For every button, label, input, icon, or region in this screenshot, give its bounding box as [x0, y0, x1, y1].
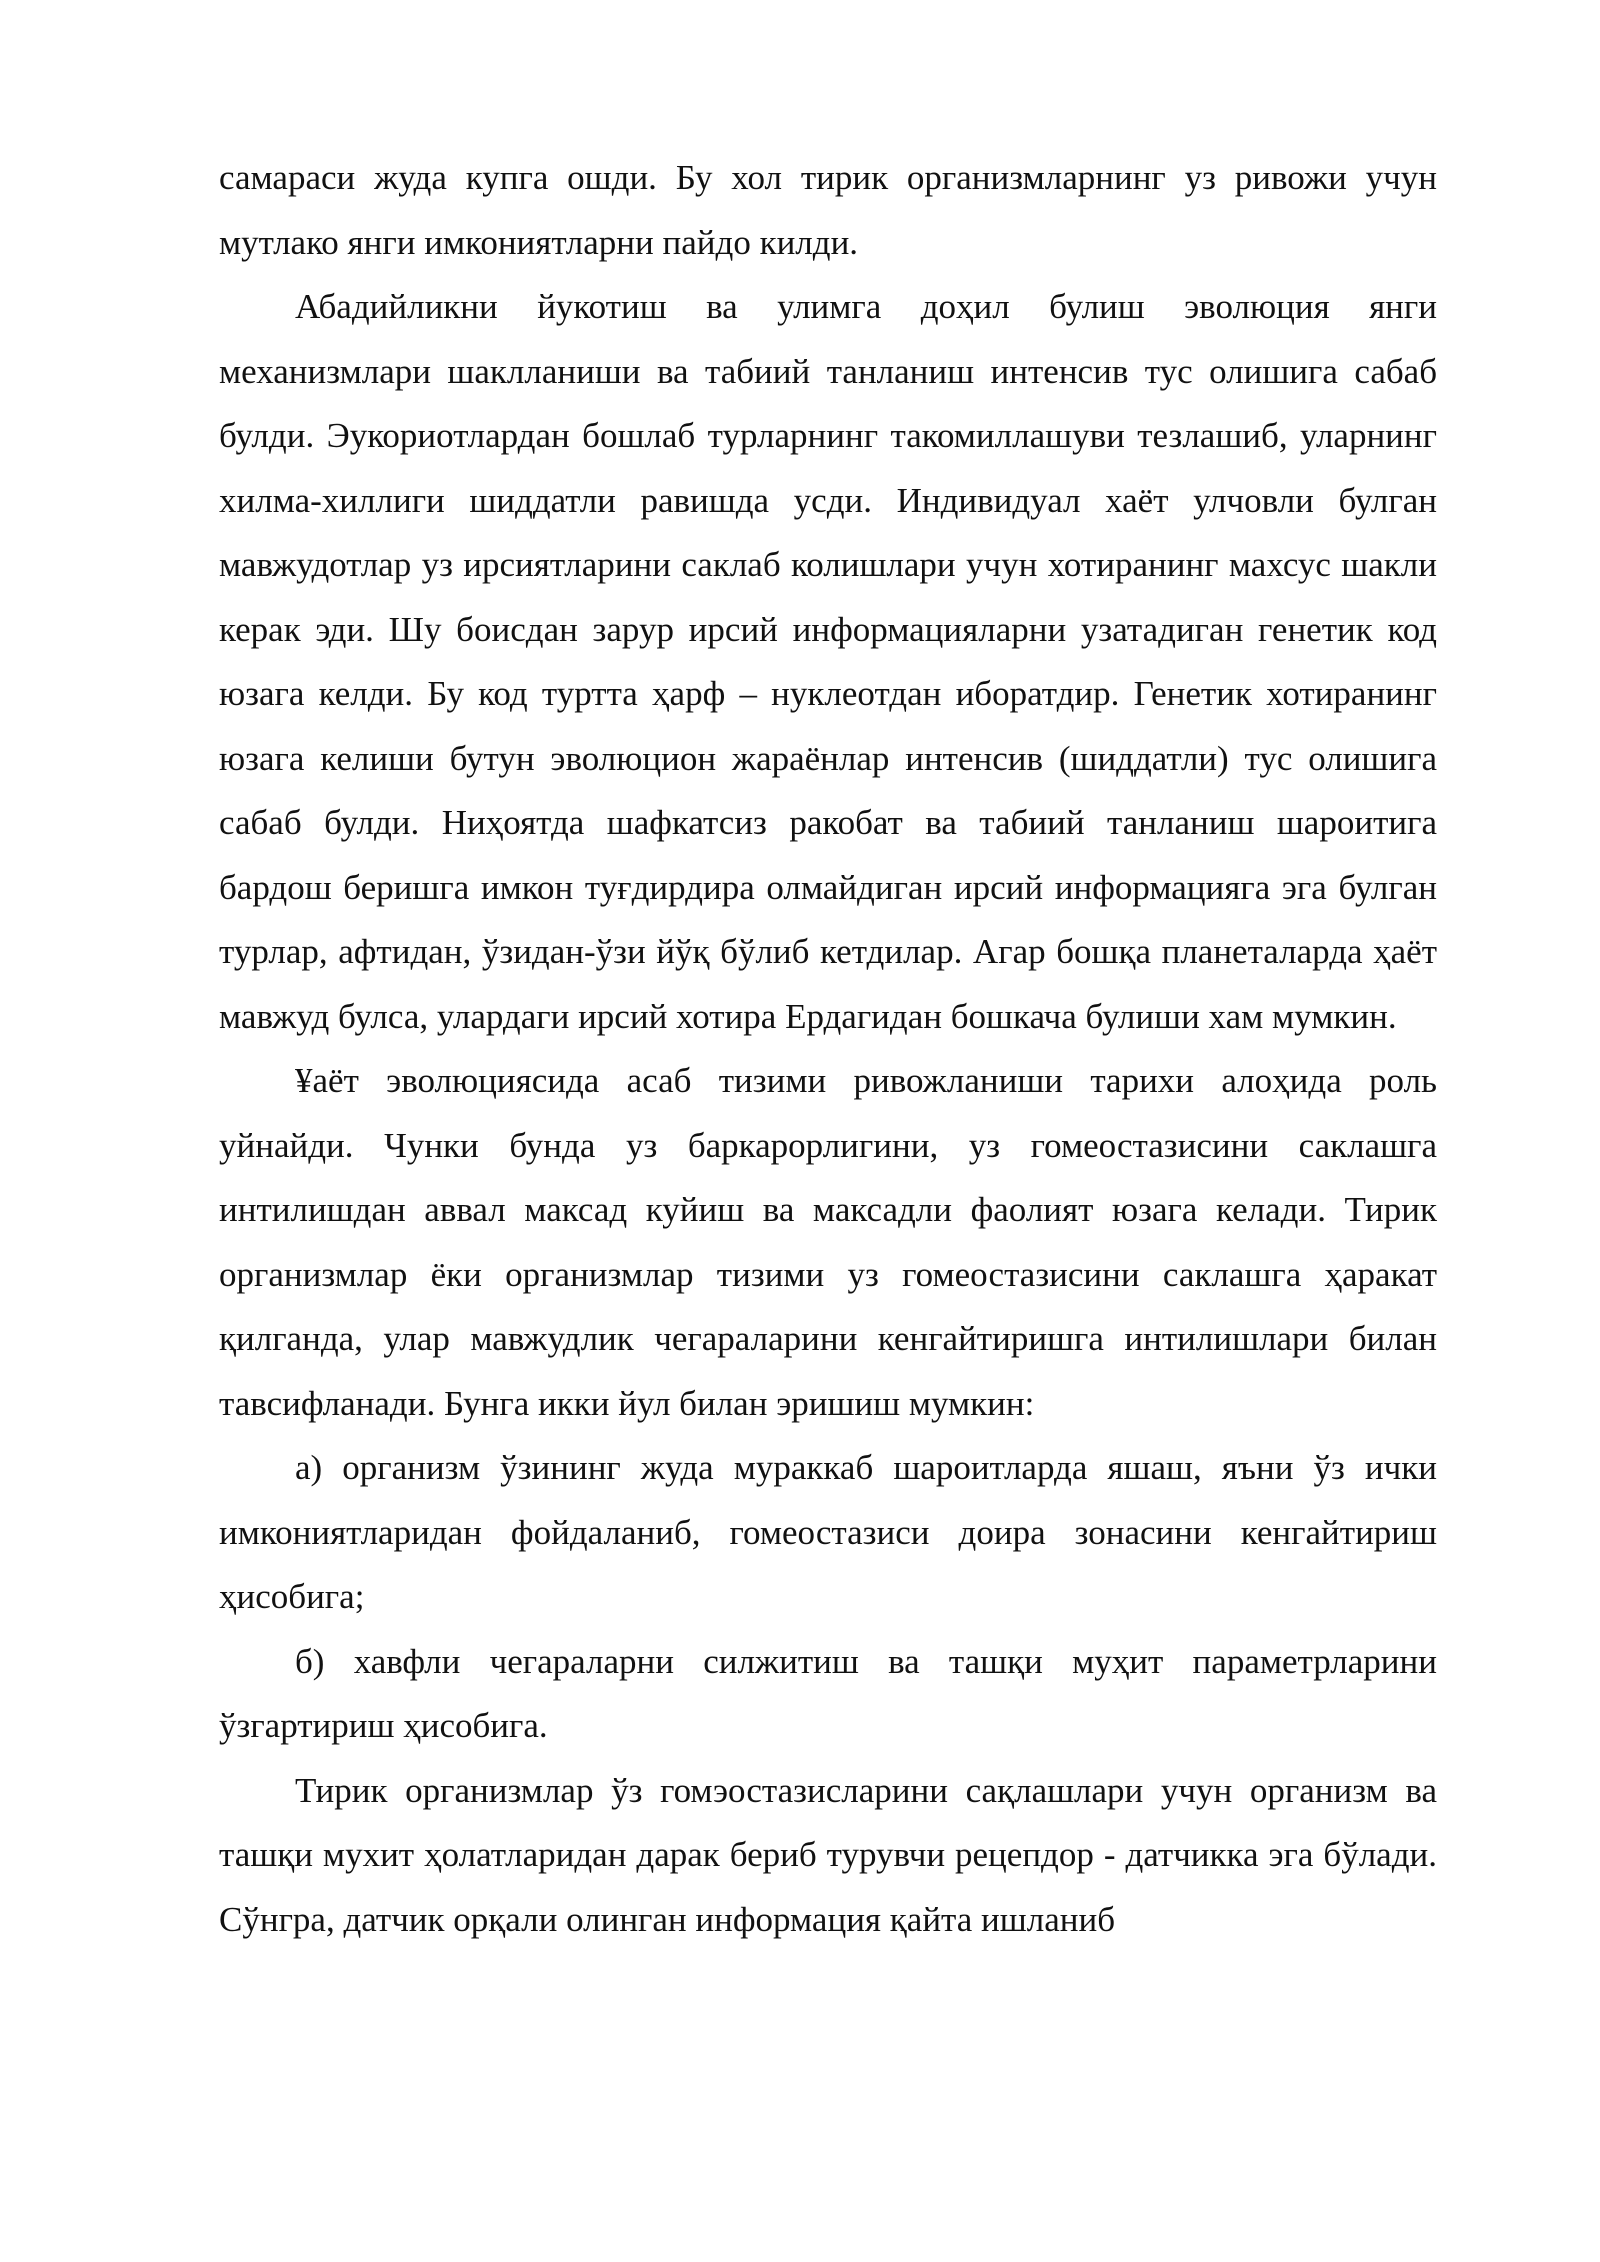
paragraph-1: самараси жуда купга ошди. Бу хол тирик организмларнинг уз ривожи учун мутлако янги имкониятларни пайдо килди. — [219, 158, 1437, 262]
paragraph-2: Абадийликни йукотиш ва улимга доҳил булиш эволюция янги механизмлари шаклланиши ва табиий танланиш интенсив тус олишига сабаб булди. Эукориотлардан бошлаб турларнинг такомиллашуви тезлашиб, уларнинг хилма-хиллиги шиддатли равишда усди. Индивидуал хаёт улчовли булган мавжудотлар уз ирсиятларини саклаб колишлари учун хотиранинг махсус шакли керак эди. Шу боисдан зарур ирсий информацияларни узатадиган генетик код юзага келди. Бу код туртта ҳарф – нуклеотдан иборатдир. Генетик хотиранинг юзага келиши бутун эволюцион жараёнлар интенсив (шиддатли) тус олишига сабаб булди. Ниҳоятда шафкатсиз ракобат ва табиий танланиш шароитига бардош беришга имкон туғдирдира олмайдиган ирсий информацияга эга булган турлар, афтидан, ўзидан-ўзи йўқ бўлиб кетдилар. Агар бошқа планеталарда ҳаёт мавжуд булса, улардаги ирсий хотира Ердагидан бошкача булиши хам мумкин. — [219, 287, 1437, 1036]
list-item-b: б) хавфли чегараларни силжитиш ва ташқи муҳит параметрларини ўзгартириш ҳисобига. — [219, 1641, 1437, 1745]
document-page — [219, 146, 1437, 1952]
paragraph-6: Тирик организмлар ўз гомэостазисларини сақлашлари учун организм ва ташқи мухит ҳолатларидан дарак бериб турувчи рецепдор - датчикка эга бўлади. Сўнгра, датчик орқали олинган информация қайта ишланиб — [219, 1770, 1437, 1939]
list-item-a: а) организм ўзининг жуда мураккаб шароитларда яшаш, яъни ўз ички имкониятларидан фойдаланиб, гомеостазиси доира зонасини кенгайтириш ҳисобига; — [219, 1448, 1437, 1616]
paragraph-3: ¥аёт эволюциясида асаб тизими ривожланиши тарихи алоҳида роль уйнайди. Чунки бунда уз баркарорлигини, уз гомеостазисини саклашга интилишдан аввал максад куйиш ва максадли фаолият юзага келади. Тирик организмлар ёки организмлар тизими уз гомеостазисини саклашга ҳаракат қилганда, улар мавжудлик чегараларини кенгайтиришга интилишлари билан тавсифланади. Бунга икки йул билан эришиш мумкин: — [219, 1061, 1437, 1423]
